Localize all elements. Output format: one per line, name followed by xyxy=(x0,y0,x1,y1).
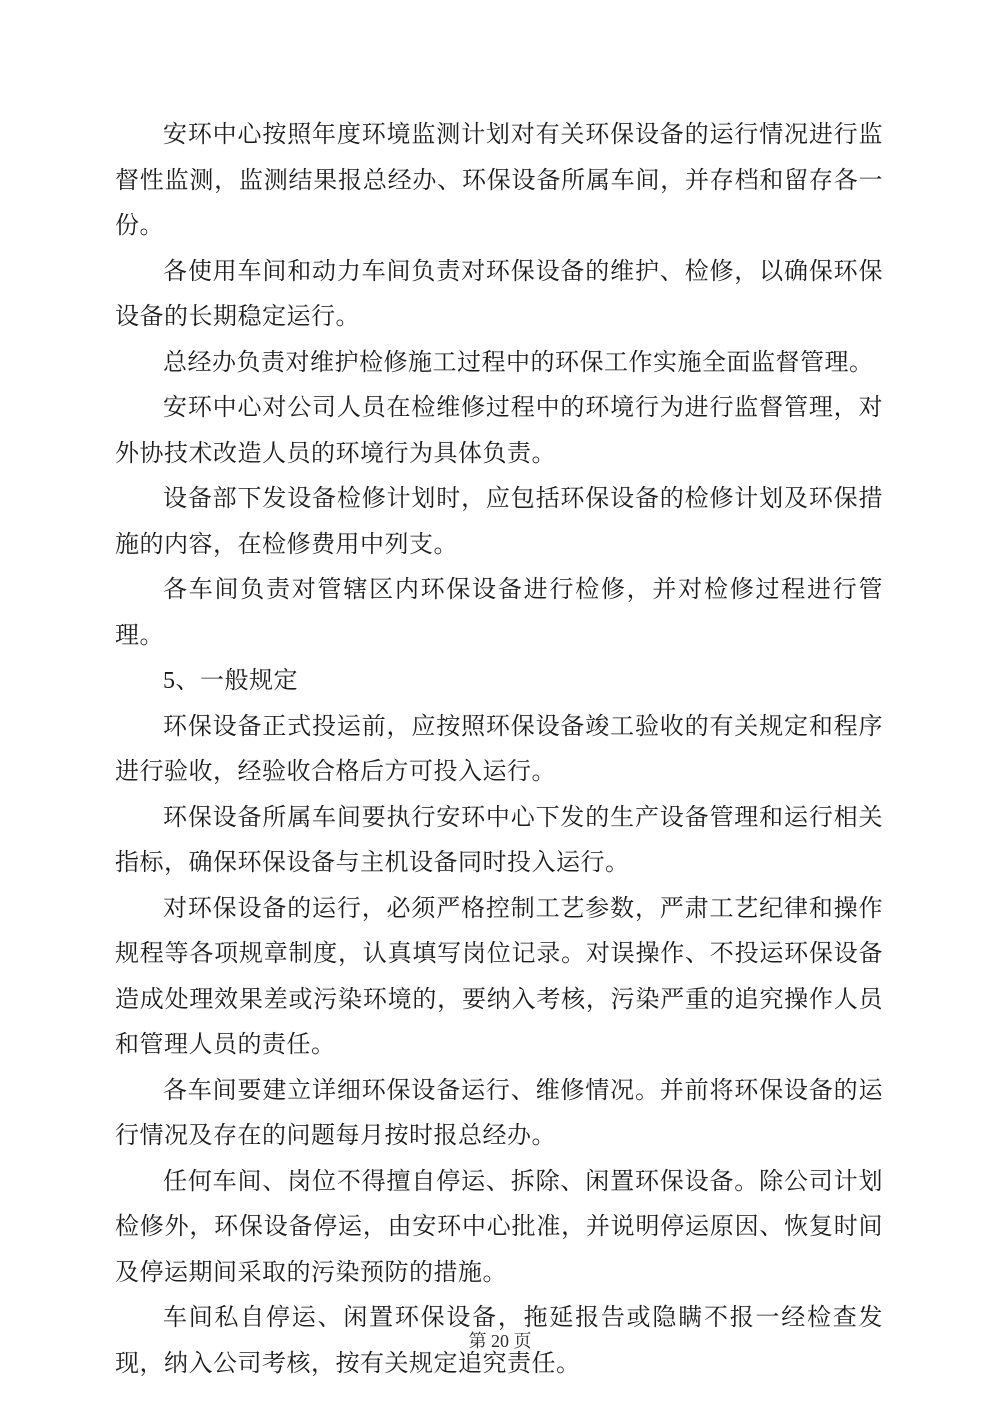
page-footer xyxy=(0,1329,1000,1353)
paragraph: 安环中心按照年度环境监测计划对有关环保设备的运行情况进行监督性监测，监测结果报总经办、环保设备所属车间，并存档和留存各一份。 xyxy=(115,122,883,239)
paragraph: 总经办负责对维护检修施工过程中的环保工作实施全面监督管理。 xyxy=(163,349,874,376)
paragraph: 各车间负责对管辖区内环保设备进行检修，并对检修过程进行管理。 xyxy=(115,577,883,649)
paragraph: 对环保设备的运行，必须严格控制工艺参数，严肃工艺纪律和操作规程等各项规章制度，认真填写岗位记录。对误操作、不投运环保设备造成处理效果差或污染环境的，要纳入考核，污染严重的追究操作人员和管理人员的责任。 xyxy=(115,895,883,1058)
paragraph: 各使用车间和动力车间负责对环保设备的维护、检修，以确保环保设备的长期稳定运行。 xyxy=(115,258,883,330)
paragraph: 各车间要建立详细环保设备运行、维修情况。并前将环保设备的运行情况及存在的问题每月按时报总经办。 xyxy=(115,1077,883,1149)
paragraph: 环保设备所属车间要执行安环中心下发的生产设备管理和运行相关指标，确保环保设备与主机设备同时投入运行。 xyxy=(115,804,883,876)
paragraph: 环保设备正式投运前，应按照环保设备竣工验收的有关规定和程序进行验收，经验收合格后方可投入运行。 xyxy=(115,713,883,785)
page-number: 第 20 页 xyxy=(468,1331,532,1351)
paragraph: 安环中心对公司人员在检维修过程中的环境行为进行监督管理，对外协技术改造人员的环境行为具体负责。 xyxy=(115,395,883,467)
paragraph: 设备部下发设备检修计划时，应包括环保设备的检修计划及环保措施的内容，在检修费用中列支。 xyxy=(115,486,883,558)
paragraph: 任何车间、岗位不得擅自停运、拆除、闲置环保设备。除公司计划检修外，环保设备停运，由安环中心批准，并说明停运原因、恢复时间及停运期间采取的污染预防的措施。 xyxy=(115,1168,883,1286)
document-body xyxy=(115,113,883,1387)
paragraph: 5、一般规定 xyxy=(163,668,298,694)
paragraph: 车间私自停运、闲置环保设备，拖延报告或隐瞒不报一经检查发现，纳入公司考核，按有关规定追究责任。 xyxy=(115,1305,883,1377)
